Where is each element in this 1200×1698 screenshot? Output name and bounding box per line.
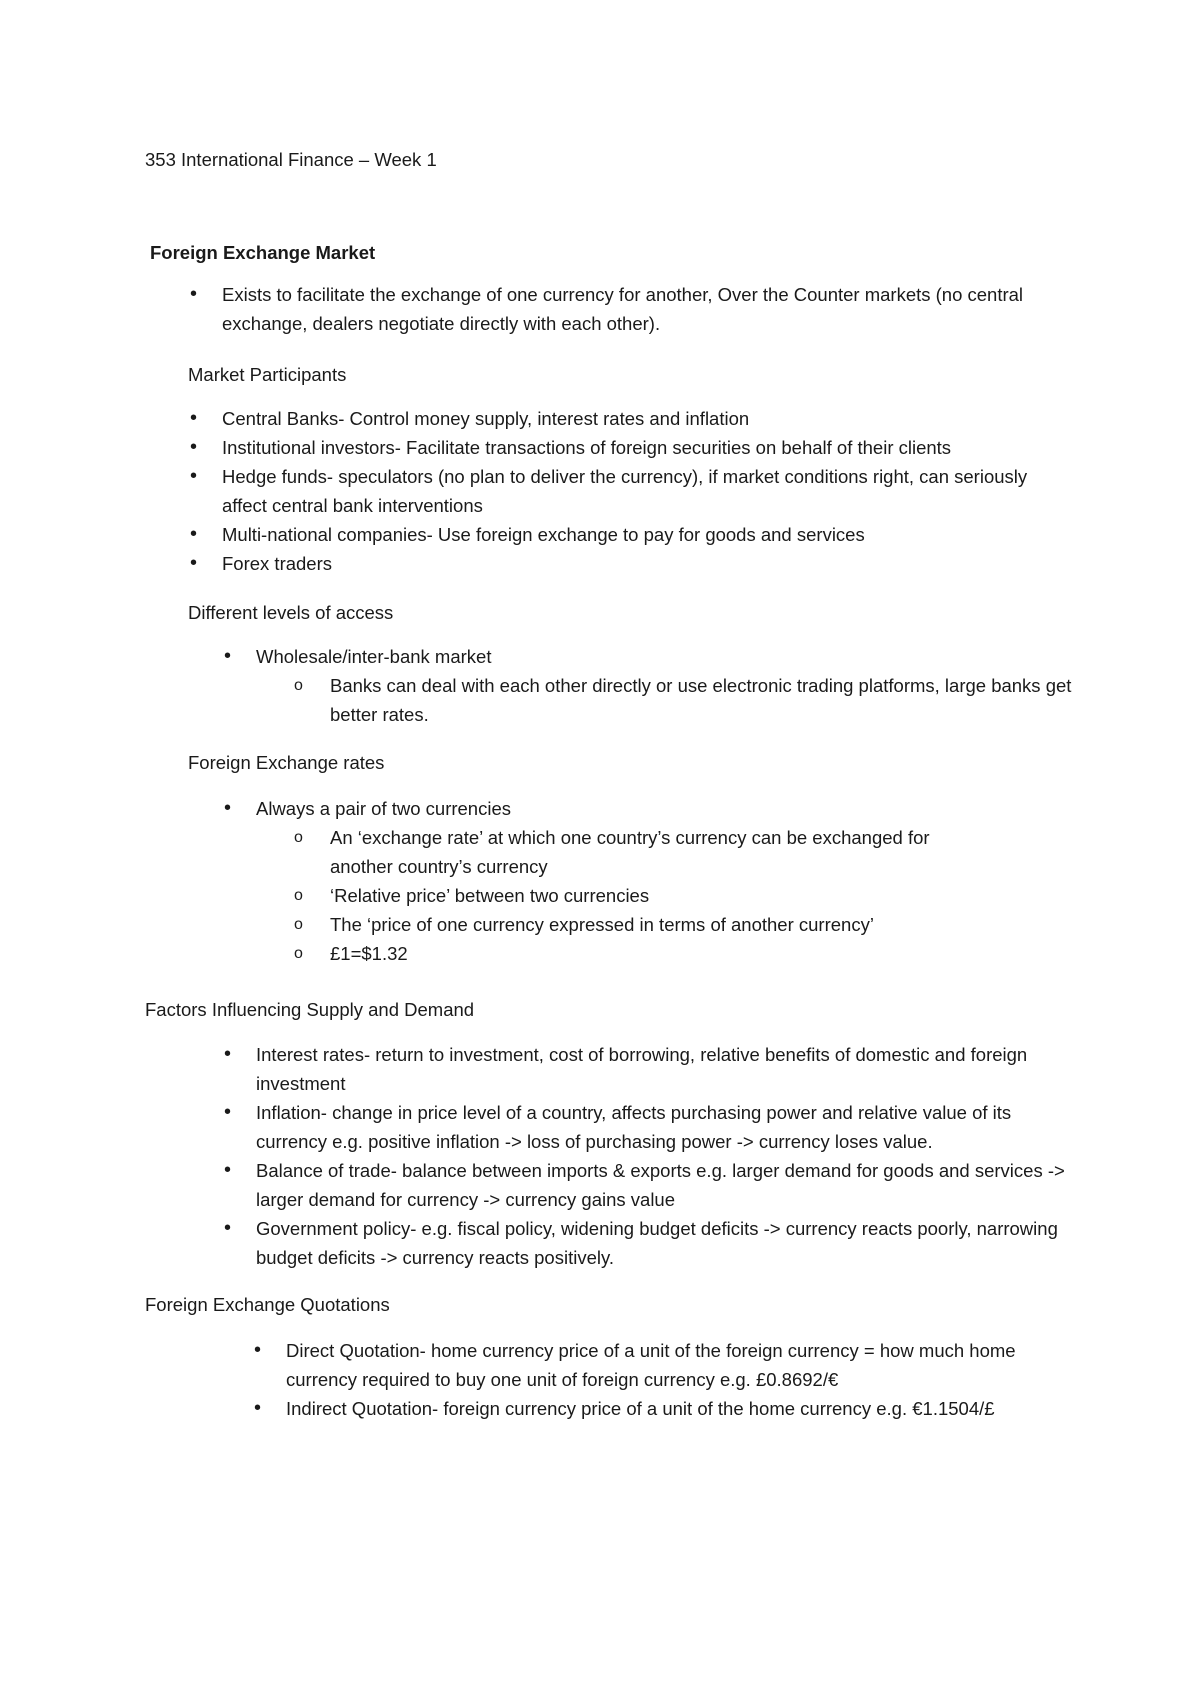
list-item: • Balance of trade- balance between imports & exports e.g. larger demand for goods and services -> larger demand for currency -> currency gains value — [222, 1156, 1072, 1214]
list-item: • Forex traders — [188, 549, 1068, 578]
list-item: • Inflation- change in price level of a country, affects purchasing power and relative value of its currency e.g. positive inflation -> loss of purchasing power -> currency loses value. — [222, 1098, 1072, 1156]
sublist-item: o The ‘price of one currency expressed in terms of another currency’ — [294, 910, 994, 939]
sublist-item: o ‘Relative price’ between two currencies — [294, 881, 994, 910]
list-item — [222, 642, 1082, 729]
section-heading-access: Different levels of access — [188, 602, 394, 623]
access-list — [222, 642, 1082, 729]
list-item: • Government policy- e.g. fiscal policy, widening budget deficits -> currency reacts poorly, narrowing budget deficits -> currency reacts positively. — [222, 1214, 1072, 1272]
list-item: • Institutional investors- Facilitate transactions of foreign securities on behalf of their clients — [188, 433, 1068, 462]
list-item: • Hedge funds- speculators (no plan to deliver the currency), if market conditions right, can seriously affect central bank interventions — [188, 462, 1068, 520]
section-heading-rates: Foreign Exchange rates — [188, 752, 385, 773]
list-item: • Interest rates- return to investment, cost of borrowing, relative benefits of domestic and foreign investment — [222, 1040, 1072, 1098]
access-sublist — [294, 671, 1074, 729]
section-heading-fx-market: Foreign Exchange Market — [150, 242, 376, 263]
section-heading-quotations: Foreign Exchange Quotations — [145, 1294, 390, 1315]
rates-list — [222, 794, 1082, 968]
sublist-item: o Banks can deal with each other directly or use electronic trading platforms, large banks get better rates. — [294, 671, 1074, 729]
document-title: 353 International Finance – Week 1 — [145, 149, 437, 170]
rates-sublist — [294, 823, 994, 968]
list-item — [222, 794, 1082, 968]
fx-market-list — [188, 280, 1078, 338]
list-item-text: Always a pair of two currencies — [256, 798, 511, 819]
quotations-list — [252, 1336, 1072, 1423]
sublist-item: o £1=$1.32 — [294, 939, 994, 968]
list-item: • Central Banks- Control money supply, interest rates and inflation — [188, 404, 1068, 433]
list-item-text: Wholesale/inter-bank market — [256, 646, 492, 667]
list-item: • Direct Quotation- home currency price of a unit of the foreign currency = how much home currency required to buy one unit of foreign currency e.g. £0.8692/€ — [252, 1336, 1072, 1394]
section-heading-participants: Market Participants — [188, 364, 347, 385]
list-item: • Exists to facilitate the exchange of one currency for another, Over the Counter markets (no central exchange, dealers negotiate directly with each other). — [188, 280, 1078, 338]
list-item: • Multi-national companies- Use foreign exchange to pay for goods and services — [188, 520, 1068, 549]
participants-list — [188, 404, 1068, 578]
factors-list — [222, 1040, 1072, 1272]
list-item: • Indirect Quotation- foreign currency price of a unit of the home currency e.g. €1.1504/£ — [252, 1394, 1072, 1423]
sublist-item: o An ‘exchange rate’ at which one country’s currency can be exchanged for another country’s currency — [294, 823, 994, 881]
section-heading-factors: Factors Influencing Supply and Demand — [145, 999, 475, 1020]
